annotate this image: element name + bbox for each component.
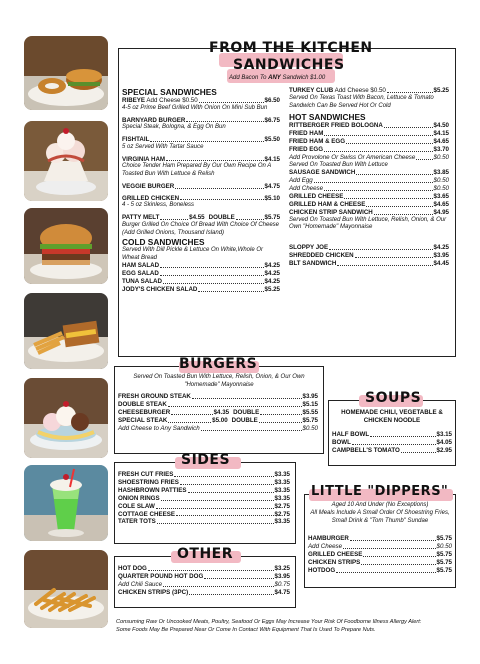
menu-item: HALF BOWL $3.15	[332, 431, 452, 438]
menu-item: CHICKEN STRIPS (3PC) $4.75	[118, 588, 290, 596]
menu-item: COLE SLAW $2.75	[118, 502, 290, 510]
menu-item: HOT DOG $3.25	[118, 565, 290, 572]
onion-rings-burger-photo	[24, 36, 108, 110]
section-title-sandwiches: SANDWICHES	[233, 57, 345, 73]
menu-item: HAMBURGER $5.75	[308, 535, 452, 542]
menu-item: SAUSAGE SANDWICH $3.85	[289, 169, 449, 177]
patty-melt-photo	[24, 293, 108, 369]
item-description: Served On Toasted Bun With Lettuce, Relish, Onion, & Our Own "Homemade" Mayonnaise	[289, 216, 447, 231]
menu-addon: Add Provolone Or Swiss Or American Cheese $0.50	[289, 153, 449, 161]
burger-photo	[24, 208, 108, 284]
bacon-note: Add Bacon To ANY Sandwich $1.00	[229, 75, 326, 81]
cold-description: Served With Dill Pickle & Lettuce On White,Whole Or Wheat Bread	[122, 247, 263, 261]
menu-item: GRILLED CHEESE $3.65	[289, 192, 449, 200]
dippers-meal-note: All Meals Include A Small Order Of Shoestring Fries, Small Drink & "Tom Thumb" Sundae	[310, 510, 450, 524]
soups-heading: HOMEMADE CHILI, VEGETABLE & CHICKEN NOODLE	[341, 409, 443, 424]
menu-item: QUARTER POUND HOT DOG $3.95	[118, 572, 290, 580]
burgers-section	[114, 356, 324, 454]
menu-addon: Add Cheese to Any Sandwich $0.50	[118, 424, 318, 432]
menu-item: BLT SANDWICH $4.45	[289, 259, 449, 267]
menu-item: CHICKEN STRIP SANDWICH $4.95	[289, 208, 449, 216]
menu-item: FRESH GROUND STEAK $3.95	[118, 393, 318, 400]
item-description: Burger Grilled On Choice Of Bread With Choice Of Cheese (Add Grilled Onions, Thousand Island)	[122, 221, 280, 236]
menu-item: FISHTAIL $5.50	[122, 136, 280, 143]
menu-item: TURKEY CLUB Add Cheese $0.50 $5.25	[289, 87, 449, 94]
menu-item: GRILLED CHICKEN $5.10	[122, 194, 280, 202]
fries-photo	[24, 550, 108, 628]
banana-split-photo	[24, 378, 108, 458]
menu-item: JODY'S CHICKEN SALAD $5.25	[122, 286, 280, 293]
little-dippers-section	[304, 484, 456, 588]
burgers-description: Served On Toasted Bun With Lettuce, Relish, Onion, & Our Own "Homemade" Mayonnaise	[133, 374, 305, 388]
menu-item: BOWL $4.05	[332, 438, 452, 446]
menu-item: HOTDOG $5.75	[308, 566, 452, 574]
menu-item: SHOESTRING FRIES $3.35	[118, 478, 290, 486]
sides-section	[114, 452, 296, 544]
sandwiches-right-column	[289, 87, 449, 268]
item-description: Special Steak, Bologna, & Egg On Bun	[122, 124, 226, 131]
item-description: Choice Tender Ham Prepared By Our Own Recipe On A Toasted Bun With Lettuce & Relish	[122, 163, 272, 177]
menu-item: GRILLED HAM & CHEESE $4.65	[289, 200, 449, 208]
menu-item: FRIED HAM $4.15	[289, 130, 449, 137]
menu-item: RIBEYE Add Cheese $0.50 $6.50	[122, 97, 280, 104]
menu-item: HASHBROWN PATTIES $3.35	[118, 486, 290, 494]
menu-item: BARNYARD BURGER $6.75	[122, 116, 280, 124]
section-title-little-dippers: LITTLE "DIPPERS"	[311, 484, 449, 499]
menu-item: HAM SALAD $4.25	[122, 262, 280, 270]
item-description: Served On Toasted Bun With Lettuce	[289, 161, 388, 168]
disclaimer-line-1: Consuming Raw Or Uncooked Meats, Poultry, Seafood Or Eggs May Increase Your Risk Of Foodborne Illness Allergy Alert:	[116, 619, 422, 625]
section-title-soups: SOUPS	[365, 390, 422, 406]
menu-item: VEGGIE BURGER $4.75	[122, 182, 280, 190]
ice-cream-sundae-photo	[24, 121, 108, 201]
dippers-age-note: Aged 10 And Under (No Exceptions)	[331, 502, 429, 508]
menu-item: TUNA SALAD $4.25	[122, 278, 280, 286]
menu-item: SPECIAL STEAK $5.00 DOUBLE $5.75	[118, 416, 318, 424]
menu-item: SLOPPY JOE $4.25	[289, 243, 449, 251]
section-title-sides: SIDES	[181, 452, 231, 468]
menu-item: RITTBERGER FRIED BOLOGNA $4.50	[289, 122, 449, 130]
menu-item: COTTAGE CHEESE $2.75	[118, 510, 290, 518]
menu-addon: Add Cheese $0.50	[308, 542, 452, 550]
menu-item: GRILLED CHEESE $5.75	[308, 550, 452, 558]
green-soda-float-photo	[24, 465, 108, 541]
menu-item: DOUBLE STEAK $5.15	[118, 400, 318, 408]
menu-item: EGG SALAD $4.25	[122, 270, 280, 278]
menu-addon: Add Egg $0.50	[289, 177, 449, 185]
allergy-disclaimer	[116, 618, 468, 634]
menu-item: ONION RINGS $3.35	[118, 494, 290, 502]
menu-item: FRESH CUT FRIES $3.35	[118, 471, 290, 478]
menu-item: CAMPBELL'S TOMATO $2.95	[332, 446, 452, 454]
cold-sandwiches-heading: COLD SANDWICHES	[122, 237, 205, 248]
item-description: 4 - 5 oz Skinless, Boneless	[122, 202, 195, 209]
section-title-burgers: BURGERS	[179, 356, 258, 372]
menu-item: CHICKEN STRIPS $5.75	[308, 558, 452, 566]
menu-item: FRIED EGG $3.70	[289, 145, 449, 153]
other-section	[114, 546, 296, 608]
menu-addon: Add Chili Sauce $0.75	[118, 580, 290, 588]
special-sandwiches-heading: SPECIAL SANDWICHES	[122, 87, 217, 97]
menu-item: PATTY MELT $4.55 DOUBLE $5.75	[122, 214, 281, 221]
disclaimer-line-2: Some Foods May Be Prepared Near Or Come In Contact With Equipment That Is Used To Prepare Nuts.	[116, 627, 376, 633]
menu-addon: Add Cheese $0.50	[289, 185, 449, 193]
menu-item: CHEESEBURGER $4.35 DOUBLE $5.55	[118, 408, 319, 416]
hot-sandwiches-heading: HOT SANDWICHES	[289, 112, 366, 123]
item-description: 5 oz Served With Tartar Sauce	[122, 143, 204, 150]
section-title-other: OTHER	[177, 546, 234, 562]
item-description: 4-5 oz Prime Beef Grilled With Onion On Mini Sub Bun	[122, 104, 268, 111]
menu-item: TATER TOTS $3.35	[118, 518, 290, 526]
item-description: Served On Texas Toast With Bacon, Lettuce & Tomato Sandwich Can Be Served Hot Or Cold	[289, 94, 434, 109]
menu-item: SHREDDED CHICKEN $3.95	[289, 251, 449, 259]
menu-item: VIRGINIA HAM $4.15	[122, 155, 280, 163]
sandwiches-left-column	[122, 87, 280, 294]
section-title-kitchen: FROM THE KITCHEN	[209, 40, 373, 56]
menu-item: FRIED HAM & EGG $4.65	[289, 137, 449, 145]
sandwiches-section	[118, 40, 456, 357]
soups-section	[328, 390, 456, 466]
